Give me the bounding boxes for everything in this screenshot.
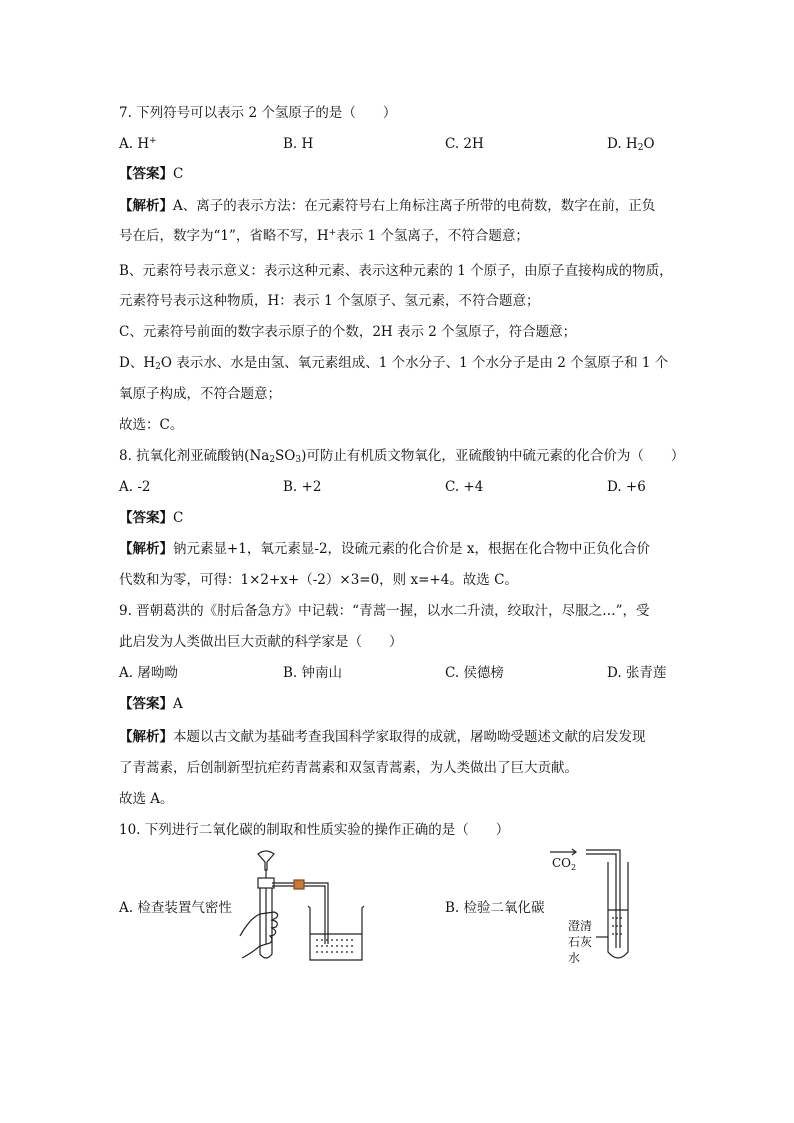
q7-conclusion: 故选：C。 bbox=[119, 417, 184, 433]
q8-question: 8. 抗氧化剂亚硫酸钠$(Na_2SO_3)$可防止有机质文物氧化，亚硫酸钠中硫元素的化合价为（ ） bbox=[119, 448, 685, 465]
q7-analysis-3: B、元素符号表示意义：表示这种元素、表示这种元素的 1 个原子，由原子直接构成的物质， bbox=[119, 263, 673, 279]
q9-analysis-2: 了青蒿素，后创制新型抗疟药青蒿素和双氢青蒿素，为人类做出了巨大贡献。 bbox=[119, 760, 578, 776]
q9-option-c: C. 侯德榜 bbox=[445, 665, 504, 681]
q9-option-d: D. 张青莲 bbox=[607, 665, 667, 681]
q8-answer: 【答案】C bbox=[119, 510, 184, 526]
q10-question: 10. 下列进行二氧化碳的制取和性质实验的操作正确的是（ ） bbox=[119, 822, 510, 838]
q8-option-d: D. +6 bbox=[607, 479, 646, 495]
q7-analysis-4: 元素符号表示这种物质，H：表示 1 个氢原子、氢元素，不符合题意； bbox=[119, 293, 540, 309]
q9-question-2: 此启发为人类做出巨大贡献的科学家是（ ） bbox=[119, 634, 403, 650]
q7-analysis-2: 号在后，数字为“1”，省略不写，H+表示 1 个氢离子，不符合题意； bbox=[119, 228, 529, 244]
q9-answer: 【答案】A bbox=[119, 696, 183, 712]
q7-option-d: D. $H_2O$ bbox=[607, 136, 655, 153]
q7-analysis-5: C、元素符号前面的数字表示原子的个数，2H 表示 2 个氢原子，符合题意； bbox=[119, 324, 577, 340]
q8-option-a: A. -2 bbox=[119, 479, 151, 495]
q8-option-c: C. +4 bbox=[445, 479, 484, 495]
q10-option-b: B. 检验二氧化碳 bbox=[445, 900, 545, 916]
limewater-label-2: 石灰 bbox=[568, 935, 593, 949]
q7-option-a: A. H+ bbox=[119, 136, 157, 152]
svg-text:CO2: $CO_2$ bbox=[552, 856, 577, 872]
q7-option-b: B. H bbox=[283, 136, 314, 152]
q8-option-b: B. +2 bbox=[283, 479, 322, 495]
q9-question-1: 9. 晋朝葛洪的《肘后备急方》中记载：“青蒿一握，以水二升渍，绞取汁，尽服之…”，受 bbox=[119, 603, 650, 619]
q8-analysis-2: 代数和为零，可得：1×2+x+（-2）×3=0，则 x=+4。故选 C。 bbox=[119, 572, 518, 588]
q7-analysis-7: 氧原子构成，不符合题意； bbox=[119, 386, 281, 402]
q8-analysis-1: 【解析】钠元素显+1，氧元素显-2，设硫元素的化合价是 x，根据在化合物中正负化合价 bbox=[119, 541, 650, 557]
limewater-label-1: 澄清 bbox=[568, 919, 593, 933]
co2-label: CO bbox=[552, 856, 572, 870]
q9-option-a: A. 屠呦呦 bbox=[119, 665, 178, 681]
q7-question: 7. 下列符号可以表示 2 个氢原子的是（ ） bbox=[119, 105, 397, 121]
q9-option-b: B. 钟南山 bbox=[283, 665, 343, 681]
limewater-test-figure bbox=[546, 840, 636, 970]
q7-answer: 【答案】C bbox=[119, 166, 184, 182]
q9-analysis-1: 【解析】本题以古文献为基础考查我国科学家取得的成就，屠呦呦受题述文献的启发发现 bbox=[119, 729, 646, 745]
airtightness-apparatus-figure bbox=[236, 848, 368, 968]
limewater-label-3: 水 bbox=[568, 951, 581, 965]
q7-analysis-6: D、$H_2O$ 表示水、水是由氢、氧元素组成、1 个水分子、1 个水分子是由 2 个氢原子和 1 个 bbox=[119, 355, 669, 372]
q7-analysis-1: 【解析】A、离子的表示方法：在元素符号右上角标注离子所带的电荷数，数字在前，正负 bbox=[119, 198, 656, 214]
q9-conclusion: 故选 A。 bbox=[119, 791, 174, 807]
q7-option-c: C. 2H bbox=[445, 136, 484, 152]
q10-option-a: A. 检查装置气密性 bbox=[119, 900, 232, 916]
